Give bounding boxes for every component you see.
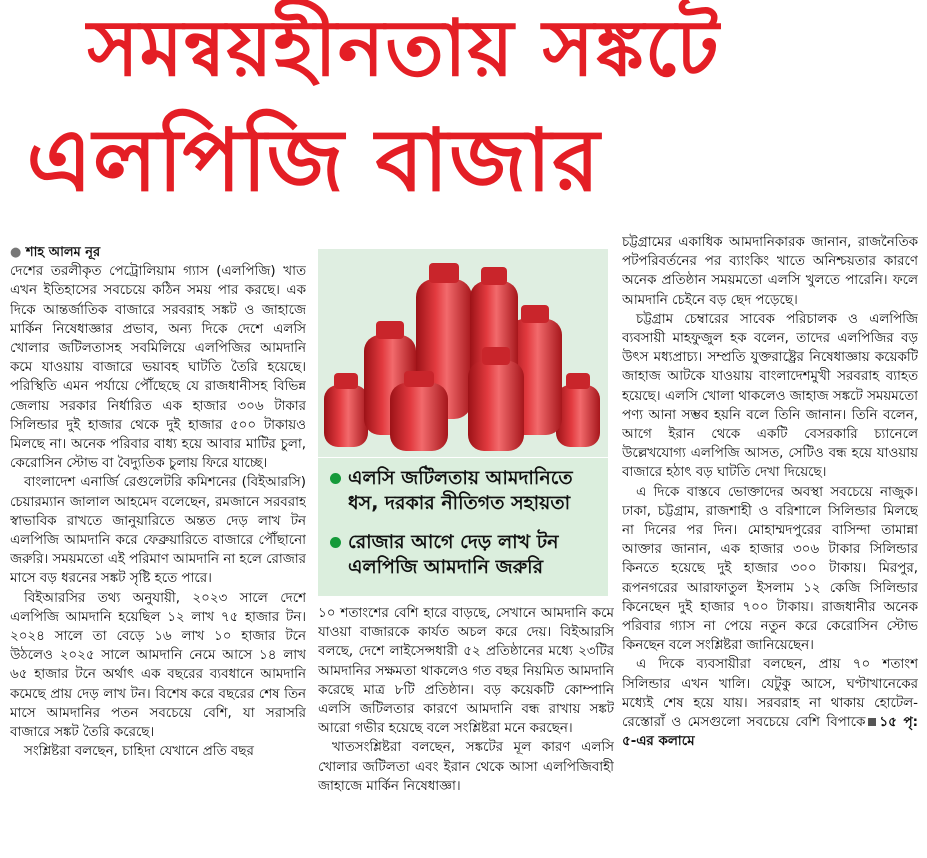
continuation-note[interactable]: ১৫ পৃ: ৫-এর কলামে (622, 715, 918, 750)
green-bullet-icon (330, 537, 341, 548)
byline-author: শাহ আলম নূর (25, 245, 101, 260)
paragraph: খাতসংশ্লিষ্টরা বলছেন, সঙ্কটের মূল কারণ এলসি খোলার জটিলতা এবং ইরান থেকে আসা এলপিজিবাহী জাহাজে মার্কিন নিষেধাজ্ঞা। (318, 740, 614, 794)
paragraph: চট্টগ্রামের একাধিক আমদানিকারক জানান, রাজনৈতিক পটপরিবর্তনের পর ব্যাংকিং খাতে অনিশ্চয়তার কারণে অনেক প্রতিষ্ঠান সময়মতো এলসি খুলতে পারেনি। ফলে আমদানি চেইনে বড় ছেদ পড়েছে। (622, 235, 918, 308)
paragraph: চট্টগ্রাম চেম্বারের সাবেক পরিচালক ও এলপিজি ব্যবসায়ী মাহফুজুল হক বলেন, তাদের এলপিজির বড় উৎস মধ্যপ্রাচ্য। সম্প্রতি যুক্তরাষ্ট্রের নিষেধাজ্ঞায় কয়েকটি জাহাজ আটকে যাওয়ায় বাংলাদেশমুখী সরবরাহ ব্যাহত হয়েছে। এলসি খোলা থাকলেও জাহাজ সঙ্কটে সময়মতো পণ্য আনা সম্ভব হয়নি বলে তিনি জানান। তিনি বলেন, আগে ইরান থেকে একটি বেসরকারি চ্যানেলে উল্লেখযোগ্য এলপিজি আসত, সেটিও বন্ধ হয়ে যাওয়ায় বাজারে হঠাৎ বড় ঘাটতি দেখা দিয়েছে। (622, 311, 918, 481)
paragraph: দেশের তরলীকৃত পেট্রোলিয়াম গ্যাস (এলপিজি) খাত এখন ইতিহাসের সবচেয়ে কঠিন সময় পার করছে। এক দিকে আন্তর্জাতিক বাজারে সরবরাহ সঙ্কট ও জাহাজে মার্কিন নিষেধাজ্ঞার প্রভাব, অন্য দিকে দেশে এলসি খোলার জটিলতাসহ সবমিলিয়ে এলপিজির আমদানি কমে যাওয়ায় বাজারে ভয়াবহ ঘাটতি তৈরি হয়েছে। পরিস্থিতি এমন পর্যায়ে পৌঁছেছে যে রাজধানীসহ বিভিন্ন জেলায় সরকার নির্ধারিত এক হাজার ৩০৬ টাকার সিলিন্ডার দুই হাজার থেকে দুই হাজার ৫০০ টাকায়ও মিলছে না। অনেক পরিবার বাধ্য হয়ে আবার মাটির চুলা, কেরোসিন স্টোভ বা বৈদ্যুতিক চুলায় ফিরে যাচ্ছে। (10, 264, 306, 472)
cylinder-group-icon (318, 249, 608, 457)
paragraph: এ দিকে ব্যবসায়ীরা বলছেন, প্রায় ৭০ শতাংশ সিলিন্ডার এখন খালি। যেটুকু আসে, ঘণ্টাখানেকের মধ্যেই শেষ হয়ে যায়। সরবরাহ না থাকায় হোটেল-রেস্তোরাঁ ও মেসগুলো সবচেয়ে বেশি বিপাকে ১৫ পৃ: ৫-এর কলামে (622, 657, 918, 750)
lpg-cylinders-photo (318, 249, 608, 457)
byline-bullet-icon: ● (10, 245, 22, 260)
highlights-box (318, 458, 608, 596)
paragraph: বাংলাদেশ এনার্জি রেগুলেটরি কমিশনের (বিইআরসি) চেয়ারম্যান জালাল আহমেদ বলেছেন, রমজানে সরবরাহ স্বাভাবিক রাখতে জানুয়ারিতে অন্তত দেড় লাখ টন এলপিজি আমদানি করে ফেব্রুয়ারিতে বাজারে পৌঁছানো জরুরি। সময়মতো এই পরিমাণ আমদানি না হলে রোজার মাসে বড় ধরনের সঙ্কট সৃষ্টি হতে পারে। (10, 475, 306, 587)
highlight-item: রোজার আগে দেড় লাখ টন এলপিজি আমদানি জরুরি (330, 530, 602, 580)
paragraph: সংশ্লিষ্টরা বলছেন, চাহিদা যেখানে প্রতি বছর (24, 744, 254, 760)
highlight-item: এলসি জটিলতায় আমদানিতে ধস, দরকার নীতিগত সহায়তা (330, 466, 602, 516)
green-bullet-icon (330, 473, 341, 484)
byline (10, 243, 306, 262)
paragraph: বিইআরসির তথ্য অনুযায়ী, ২০২৩ সালে দেশে এলপিজি আমদানি হয়েছিল ১২ লাখ ৭৫ হাজার টন। ২০২৪ সালে তা বেড়ে ১৬ লাখ ১০ হাজার টনে উঠলেও ২০২৫ সালে আমদানি নেমে আসে ১৪ লাখ ৬৫ হাজার টনে অর্থাৎ এক বছরের ব্যবধানে আমদানি কমেছে প্রায় দেড় লাখ টন। বিশেষ করে বছরের শেষ তিন মাসে আমদানির পতন সবচেয়ে বেশি, যা সরাসরি বাজারে সঙ্কট তৈরি করেছে। (10, 590, 306, 741)
paragraph: এ দিকে বাস্তবে ভোক্তাদের অবস্থা সবচেয়ে নাজুক। ঢাকা, চট্টগ্রাম, রাজশাহী ও বরিশালে সিলিন্ডার মিলছে না দিনের পর দিন। মোহাম্মদপুরের বাসিন্দা তামান্না আক্তার জানান, এক হাজার ৩০৬ টাকার সিলিন্ডার কিনতে হয়েছে দুই হাজার ৩০০ টাকায়। মিরপুর, রূপনগরের আরাফাতুল ইসলাম ১২ কেজি সিলিন্ডার কিনেছেন দুই হাজার ৭০০ টাকায়। রাজধানীর অনেক পরিবার গ্যাস না পেয়ে নতুন করে কেরোসিন স্টোভ কিনছেন বলে সংশ্লিষ্টরা জানিয়েছেন। (622, 484, 918, 654)
article-column-1 (10, 243, 306, 855)
article-column-3 (622, 233, 918, 855)
headline-line-2: এলপিজি বাজার (26, 111, 601, 211)
headline-line-1: সমন্বয়হীনতায় সঙ্কটে (87, 4, 720, 94)
article-column-2 (318, 604, 614, 854)
paragraph: ১০ শতাংশের বেশি হারে বাড়ছে, সেখানে আমদানি কমে যাওয়া বাজারকে কার্যত অচল করে দেয়। বিইআরসি বলছে, দেশে লাইসেন্সধারী ৫২ প্রতিষ্ঠানের মধ্যে ২৩টির আমদানির সক্ষমতা থাকলেও গত বছর নিয়মিত আমদানি করেছে মাত্র ৮টি প্রতিষ্ঠান। বড় কয়েকটি কোম্পানি এলসি জটিলতার কারণে আমদানি বন্ধ রাখায় সঙ্কট আরো গভীর হয়েছে বলে সংশ্লিষ্টরা মনে করছেন। (318, 606, 614, 737)
square-bullet-icon (868, 718, 876, 726)
